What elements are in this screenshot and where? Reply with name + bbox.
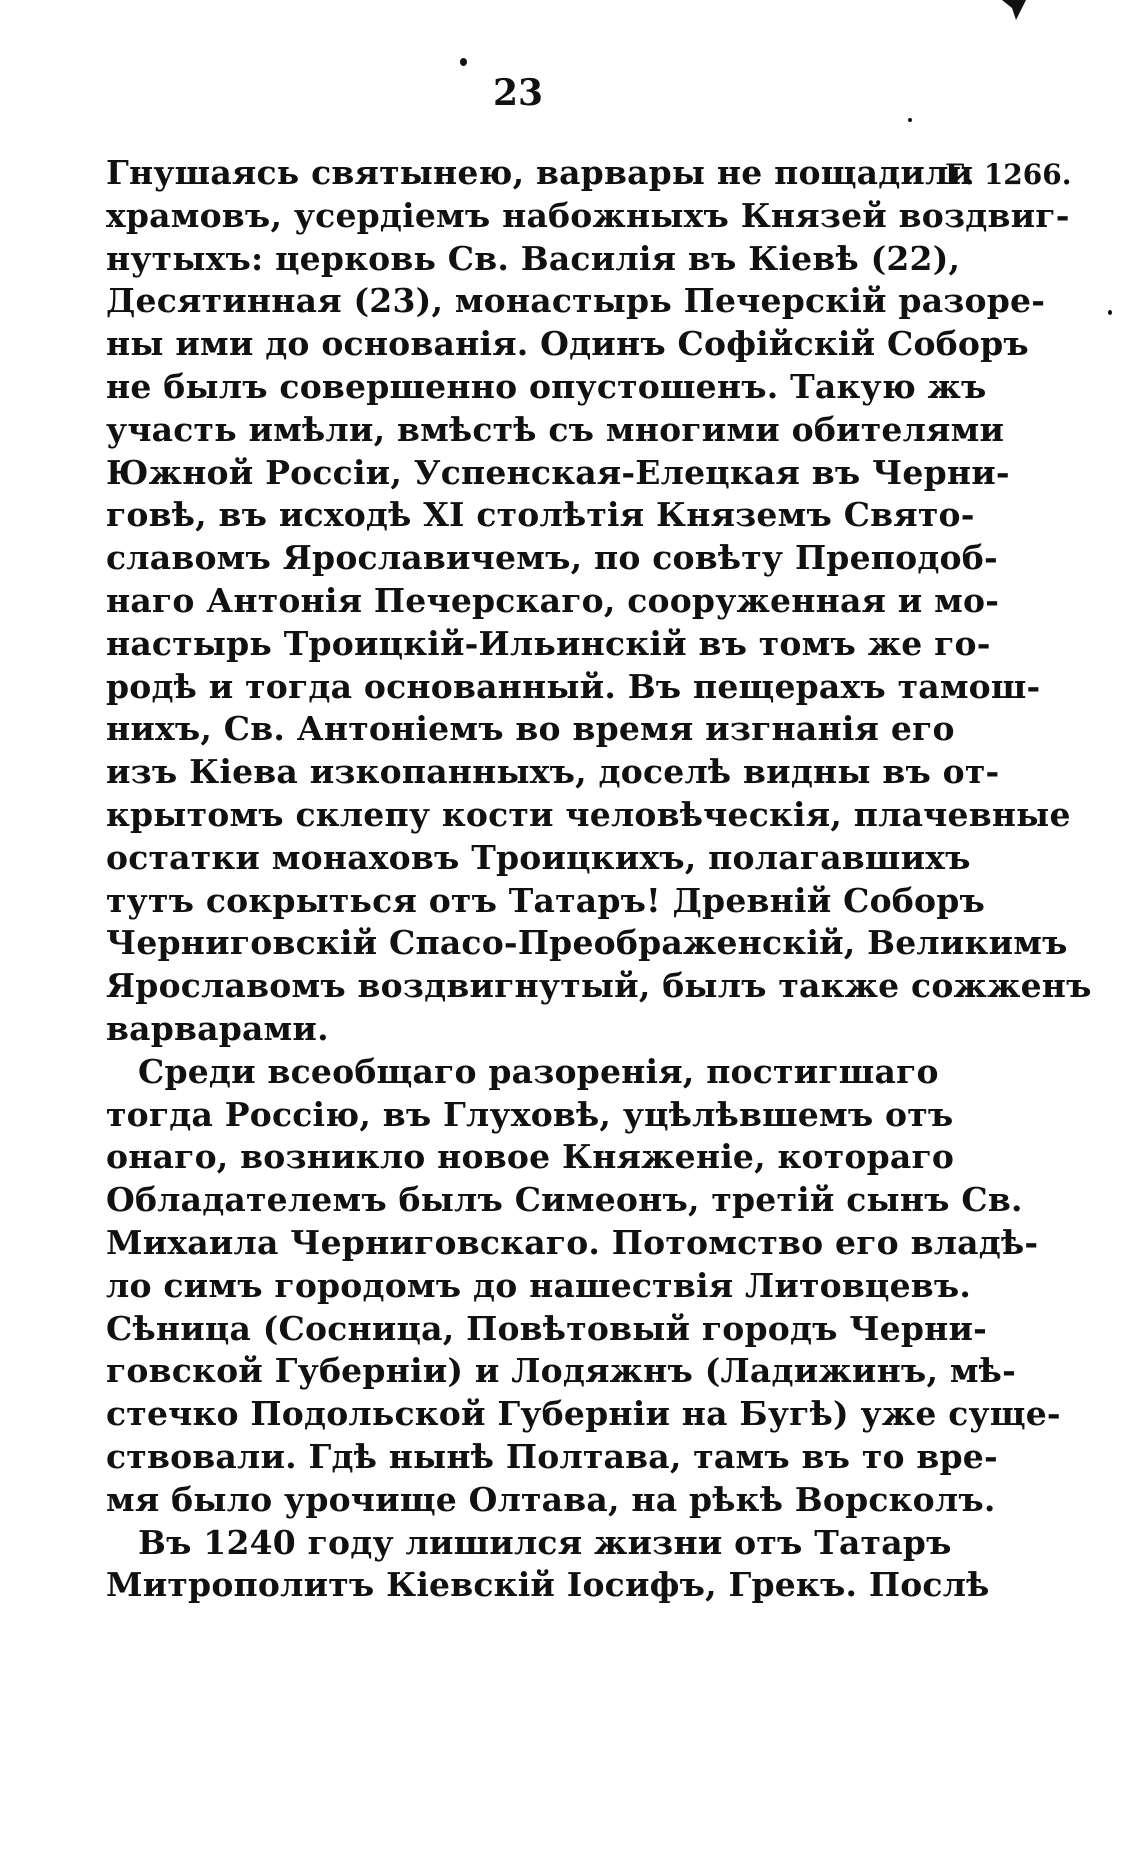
text-line: Гнушаясь святынею, варвары не пощадили bbox=[106, 153, 974, 192]
text-line: славомъ Ярославичемъ, по совѣту Преподоб- bbox=[106, 538, 998, 578]
text-line: родѣ и тогда основанный. Въ пещерахъ тамош- bbox=[106, 666, 1041, 706]
text-line: ло симъ городомъ до нашествія Литовцевъ. bbox=[106, 1265, 972, 1305]
text-line: Въ 1240 году лишился жизни отъ Татаръ bbox=[138, 1522, 952, 1562]
text-line: варварами. bbox=[106, 1008, 329, 1048]
text-line: Сѣница (Сосница, Повѣтовый городъ Черни- bbox=[106, 1308, 988, 1348]
text-line: храмовъ, усердіемъ набожныхъ Князей воздвиг- bbox=[106, 195, 1070, 235]
text-line: ны ими до основанія. Одинъ Софійскій Соборъ bbox=[106, 324, 1029, 364]
ink-blot-mark bbox=[1000, 0, 1028, 22]
text-line: говской Губерніи) и Лодяжнъ (Ладижинъ, мѣ- bbox=[106, 1351, 1016, 1391]
text-line: говѣ, въ исходѣ XI столѣтія Княземъ Свято- bbox=[106, 495, 975, 535]
text-line: нихъ, Св. Антоніемъ во время изгнанія его bbox=[106, 709, 955, 749]
text-line: Среди всеобщаго разоренія, постигшаго bbox=[138, 1051, 939, 1091]
ink-speck bbox=[1108, 310, 1112, 315]
text-line: стечко Подольской Губерніи на Бугѣ) уже суще- bbox=[106, 1394, 1061, 1434]
text-line: не былъ совершенно опустошенъ. Такую жъ bbox=[106, 366, 987, 406]
text-line: остатки монаховъ Троицкихъ, полагавшихъ bbox=[106, 837, 971, 877]
text-line: Митрополитъ Кіевскій Іосифъ, Грекъ. Послѣ bbox=[106, 1565, 990, 1605]
text-line: онаго, возникло новое Княженіе, котораго bbox=[106, 1137, 955, 1177]
text-line: крытомъ склепу кости человѣческія, плачевные bbox=[106, 794, 1071, 834]
text-line: Черниговскій Спасо-Преображенскій, Великимъ bbox=[106, 923, 1068, 963]
margin-year-note: Г. 1266. bbox=[945, 158, 1072, 191]
ink-speck bbox=[460, 58, 467, 66]
text-line: изъ Кіева изкопанныхъ, доселѣ видны въ от- bbox=[106, 752, 1000, 792]
text-line: наго Антонія Печерскаго, сооруженная и мо- bbox=[106, 580, 1000, 620]
text-line: Обладателемъ былъ Симеонъ, третій сынъ Св. bbox=[106, 1180, 1023, 1220]
text-line: участь имѣли, вмѣстѣ съ многими обителями bbox=[106, 409, 1005, 449]
text-line: тогда Россію, въ Глуховѣ, уцѣлѣвшемъ отъ bbox=[106, 1094, 954, 1134]
text-line: Южной Россіи, Успенская-Елецкая въ Черни- bbox=[106, 452, 1010, 492]
text-line: Михаила Черниговскаго. Потомство его владѣ- bbox=[106, 1222, 1039, 1262]
text-line: Ярославомъ воздвигнутый, былъ также сожженъ bbox=[106, 966, 1092, 1006]
text-line: нутыхъ: церковь Св. Василія въ Кіевѣ (22), bbox=[106, 238, 961, 278]
ink-speck bbox=[908, 118, 912, 122]
text-line: ствовали. Гдѣ нынѣ Полтава, тамъ въ то вре- bbox=[106, 1436, 998, 1476]
text-line: мя было урочище Олтава, на рѣкѣ Ворскoлъ. bbox=[106, 1479, 996, 1519]
page-number: 23 bbox=[492, 72, 544, 114]
text-line: Десятинная (23), монастырь Печерскій разоре- bbox=[106, 281, 1046, 321]
text-line: настырь Троицкій-Ильинскій въ томъ же го- bbox=[106, 623, 991, 663]
text-line: тутъ сокрыться отъ Татаръ! Древній Соборъ bbox=[106, 880, 985, 920]
